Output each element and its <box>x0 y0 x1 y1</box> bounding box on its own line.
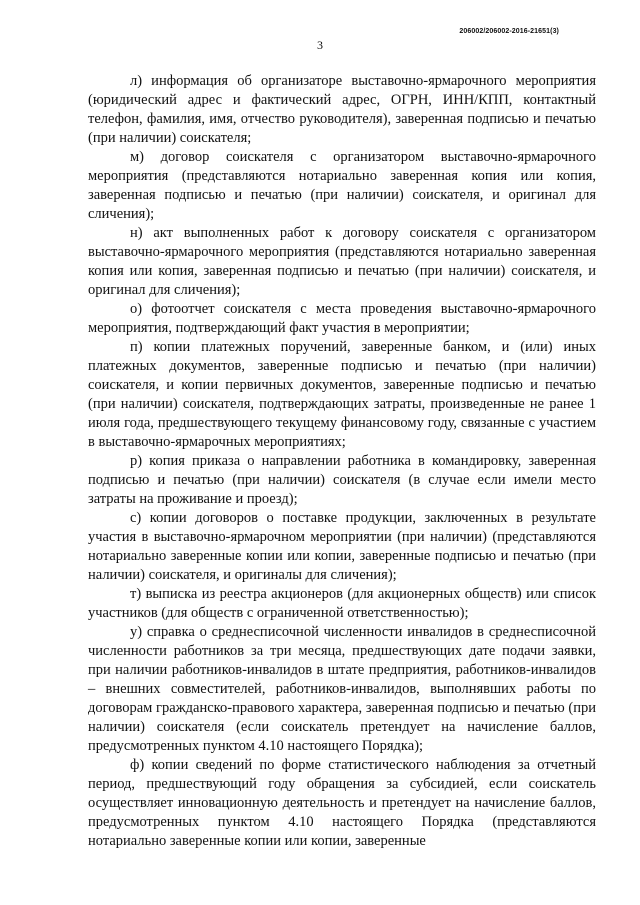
paragraph-m: м) договор соискателя с организатором выставочно-ярмарочного мероприятия (представляются нотариально заверенная копия или копия, заверенная подписью и печатью (при наличии) соискателя, и оригинал для сличения); <box>88 149 596 222</box>
paragraph-s: с) копии договоров о поставке продукции, заключенных в результате участия в выставочно-ярмарочном мероприятии (при наличии) (представляются нотариально заверенные копии или копии, заверенные подписью и печатью (при наличии) соискателя, и оригиналы для сличения); <box>88 510 596 583</box>
paragraph-n: н) акт выполненных работ к договору соискателя с организатором выставочно-ярмарочного мероприятия (представляются нотариально заверенная копия или копия, заверенная подписью и печатью (при наличии) соискателя, и оригинал для сличения); <box>88 225 596 298</box>
document-number: 206002/206002-2016-21651(3) <box>459 28 559 35</box>
document-body <box>88 72 596 851</box>
paragraph-o: о) фотоотчет соискателя с места проведения выставочно-ярмарочного мероприятия, подтверждающий факт участия в мероприятии; <box>88 301 596 336</box>
page-number: 3 <box>317 38 323 52</box>
paragraph-l: л) информация об организаторе выставочно-ярмарочного мероприятия (юридический адрес и фактический адрес, ОГРН, ИНН/КПП, контактный телефон, фамилия, имя, отчество руководителя), заверенная подписью и печатью (при наличии) соискателя; <box>88 73 596 146</box>
paragraph-t: т) выписка из реестра акционеров (для акционерных обществ) или список участников (для обществ с ограниченной ответственностью); <box>88 586 596 621</box>
paragraph-p: п) копии платежных поручений, заверенные банком, и (или) иных платежных документов, заверенные подписью и печатью (при наличии) соискателя, и копии первичных документов, заверенные подписью и печатью (при наличии) соискателя, подтверждающих затраты, произведенные не ранее 1 июля года, предшествующего текущему финансовому году, связанные с участием в выставочно-ярмарочных мероприятиях; <box>88 339 596 450</box>
paragraph-u: у) справка о среднесписочной численности инвалидов в среднесписочной численности работников за три месяца, предшествующих дате подачи заявки, при наличии работников-инвалидов в штате предприятия, работников-инвалидов – внешних совместителей, работников-инвалидов, выполнявших работы по договорам гражданско-правового характера, заверенная подписью и печатью (при наличии) соискателя (если соискатель претендует на начисление баллов, предусмотренных пунктом 4.10 настоящего Порядка); <box>88 624 596 754</box>
paragraph-f: ф) копии сведений по форме статистического наблюдения за отчетный период, предшествующий году обращения за субсидией, если соискатель осуществляет инновационную деятельность и претендует на начисление баллов, предусмотренных пунктом 4.10 настоящего Порядка (представляются нотариально заверенные копии или копии, заверенные <box>88 757 596 849</box>
paragraph-r: р) копия приказа о направлении работника в командировку, заверенная подписью и печатью (при наличии) соискателя (в случае если имели место затраты на проживание и проезд); <box>88 453 596 507</box>
